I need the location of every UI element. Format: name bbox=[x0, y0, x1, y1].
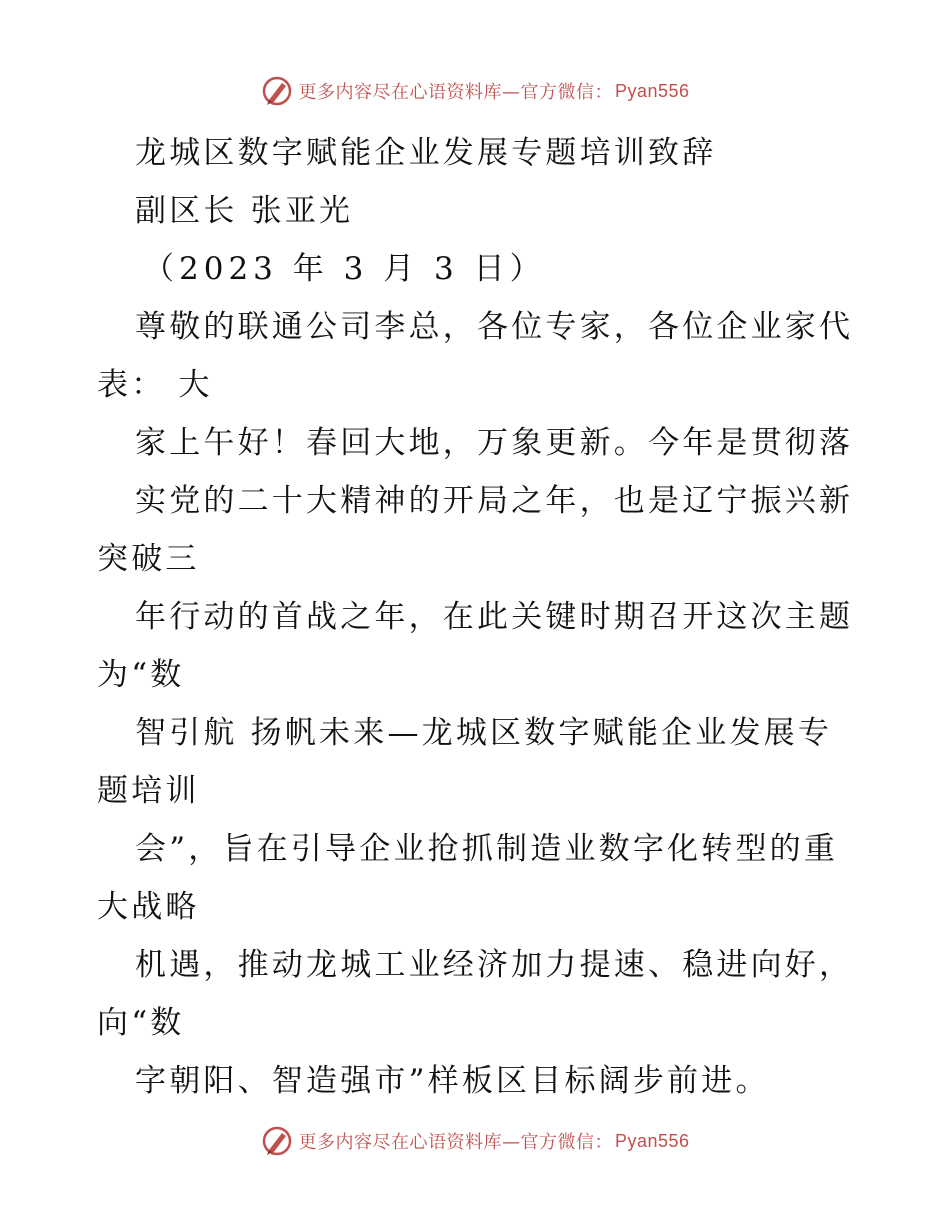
speech-line: 字朝阳、智造强市”样板区目标阔步前进。 bbox=[135, 1063, 770, 1099]
speech-line: 会”，旨在引导企业抢抓制造业数字化转型的重 bbox=[135, 831, 839, 867]
speech-line: 向“数 bbox=[97, 1005, 185, 1041]
speaker-line: 副区长 张亚光 bbox=[135, 193, 354, 229]
speech-line: 家上午好！春回大地，万象更新。今年是贯彻落 bbox=[135, 425, 854, 461]
speech-line: 实党的二十大精神的开局之年，也是辽宁振兴新 bbox=[135, 483, 854, 519]
watermark-header bbox=[0, 74, 950, 108]
speech-line: 年行动的首战之年，在此关键时期召开这次主题 bbox=[135, 599, 854, 635]
speech-text bbox=[97, 298, 897, 1110]
speech-line: 突破三 bbox=[97, 541, 200, 577]
date-line: （2023 年 3 月 3 日） bbox=[143, 251, 546, 287]
speech-line: 表： 大 bbox=[97, 367, 213, 403]
watermark-text: 更多内容尽在心语资料库—官方微信： bbox=[298, 1132, 613, 1153]
speech-line: 题培训 bbox=[97, 773, 200, 809]
watermark-account: Pyan556 bbox=[614, 1130, 690, 1151]
speech-line: 机遇，推动龙城工业经济加力提速、稳进向好， bbox=[135, 947, 854, 983]
pen-logo-icon bbox=[260, 1124, 294, 1158]
document-title: 龙城区数字赋能企业发展专题培训致辞 bbox=[135, 135, 717, 171]
speech-line: 智引航 扬帆未来—龙城区数字赋能企业发展专 bbox=[135, 715, 833, 751]
watermark-account: Pyan556 bbox=[614, 80, 690, 101]
document-body bbox=[97, 124, 897, 1110]
speech-line: 大战略 bbox=[97, 889, 200, 925]
watermark-text: 更多内容尽在心语资料库—官方微信： bbox=[298, 82, 613, 103]
watermark-footer bbox=[0, 1124, 950, 1158]
pen-logo-icon bbox=[260, 74, 294, 108]
speech-line: 为“数 bbox=[97, 657, 185, 693]
speech-line: 尊敬的联通公司李总，各位专家，各位企业家代 bbox=[135, 309, 854, 345]
